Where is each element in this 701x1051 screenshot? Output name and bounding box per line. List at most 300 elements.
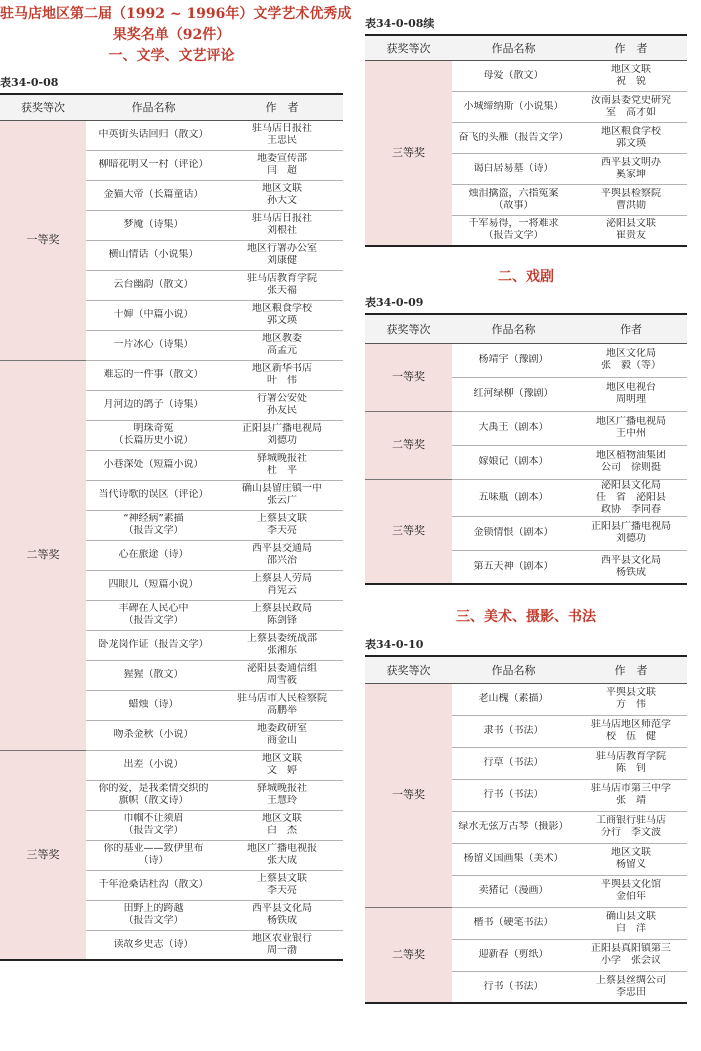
table-label: 表34-0-10 <box>365 638 424 651</box>
work-title-line: 五味瓶（剧本） <box>478 491 549 503</box>
table-row <box>365 683 687 715</box>
author-name: 白 杰 <box>267 825 297 836</box>
author-info <box>221 630 343 660</box>
author-info <box>221 600 343 630</box>
author-name: 王忠民 <box>267 135 297 146</box>
author-org: 驻马店市第三中学 <box>591 783 671 794</box>
author-name: 邵兴治 <box>267 555 297 566</box>
author-name: 孙友民 <box>267 405 297 416</box>
work-title-line: （故事） <box>493 199 534 211</box>
work-title <box>452 843 575 875</box>
work-title <box>452 779 575 811</box>
author-org: 地区文联 <box>262 813 302 824</box>
author-info <box>221 780 343 810</box>
work-title <box>86 360 221 390</box>
author-info <box>221 720 343 750</box>
work-title <box>452 907 575 939</box>
author-name: 白 洋 <box>616 923 646 934</box>
author-org: 地委政研室 <box>257 723 307 734</box>
work-title-line: 丰碑在人民心中 <box>118 603 189 614</box>
work-title-line: 烛泪擒盗，六指冤案 <box>468 187 559 199</box>
work-title-line: 柳暗花明又一村（评论） <box>98 159 209 170</box>
award-level: 三等奖 <box>365 479 452 584</box>
work-title <box>86 540 221 570</box>
author-info <box>221 540 343 570</box>
author-org: 汝南县委党史研究 <box>591 94 671 106</box>
work-title <box>86 870 221 900</box>
author-org: 上蔡县委统战部 <box>247 633 317 644</box>
work-title-line: 金猫大帝（长篇童话） <box>103 189 204 200</box>
work-title-line: 杨靖宇（豫剧） <box>478 354 549 365</box>
author-name: 商金山 <box>267 735 297 746</box>
author-info <box>221 210 343 240</box>
work-title-line: 小城缔纳斯（小说集） <box>463 100 564 112</box>
author-org: 西平县文明办 <box>601 156 661 168</box>
author-name: 公司 徐则挺 <box>601 462 661 473</box>
author-info <box>221 870 343 900</box>
work-title <box>452 60 575 91</box>
author-name: 刘康健 <box>267 255 297 266</box>
author-org: 驻马店地区师范学 <box>591 719 671 730</box>
author-org: 驻马店日报社 <box>252 213 312 224</box>
author-org: 地区教委 <box>262 333 302 344</box>
document-title-line2: 果奖名单（92件） <box>112 27 231 43</box>
work-title <box>86 480 221 510</box>
author-org: 泌阳县文化局 <box>601 479 661 491</box>
work-title-line: （报告文学） <box>123 615 184 626</box>
author-name: 文 婷 <box>267 765 297 776</box>
work-title <box>86 390 221 420</box>
work-title <box>452 122 575 153</box>
author-name: 周一渤 <box>267 944 297 956</box>
work-title <box>452 215 575 246</box>
work-title-line: 明珠奇冤 <box>133 423 174 434</box>
author-org: 地区文联 <box>611 63 651 75</box>
author-org: 地区植物油集团 <box>596 450 666 461</box>
author-name: 曹洪勋 <box>616 199 646 211</box>
work-title <box>86 930 221 960</box>
author-info <box>575 343 687 377</box>
author-org: 地区广播电视局 <box>596 416 666 427</box>
header-author: 作者 <box>575 314 687 343</box>
work-title-line: 行书（书法） <box>483 789 544 800</box>
award-level: 一等奖 <box>0 120 86 360</box>
author-org: 地区广播电视报 <box>247 843 317 854</box>
table-label: 表34-0-08续 <box>365 17 435 30</box>
work-title-line: 小巷深处（短篇小说） <box>103 459 204 470</box>
author-org: 驿城晚报社 <box>257 453 307 464</box>
work-title <box>86 420 221 450</box>
work-title <box>86 810 221 840</box>
award-table-drama <box>365 313 687 585</box>
author-org: 确山县文联 <box>606 911 656 922</box>
author-info <box>575 683 687 715</box>
author-org: 工商银行驻马店 <box>596 815 666 826</box>
author-info <box>575 843 687 875</box>
award-level: 一等奖 <box>365 343 452 411</box>
work-title-line: 谒白居易墓（诗） <box>473 162 554 174</box>
author-name: 张 毅（等） <box>601 360 661 371</box>
author-name: 金伯年 <box>616 891 646 902</box>
work-title <box>86 180 221 210</box>
work-title-line: 红河绿柳（豫剧） <box>473 388 554 399</box>
author-info <box>221 930 343 960</box>
work-title <box>452 377 575 411</box>
author-name: 杨铁成 <box>267 915 297 926</box>
author-info <box>221 180 343 210</box>
author-org: 上蔡县文联 <box>257 873 307 884</box>
author-info <box>575 184 687 215</box>
award-table-art <box>365 655 687 1004</box>
work-title-line: （报告文学） <box>123 525 184 536</box>
author-info <box>221 510 343 540</box>
author-org: 驻马店教育学院 <box>247 273 317 284</box>
author-name: 小学 张会议 <box>601 955 661 966</box>
table-row <box>0 360 343 390</box>
author-info <box>221 300 343 330</box>
work-title <box>86 300 221 330</box>
author-name: 陈剑锋 <box>267 615 297 626</box>
work-title <box>86 600 221 630</box>
work-title <box>452 479 575 516</box>
author-name: 叶 伟 <box>267 375 297 386</box>
right-column <box>365 0 687 1004</box>
author-org: 地区文联 <box>262 183 302 194</box>
author-info <box>575 153 687 184</box>
author-info <box>221 810 343 840</box>
work-title-line: 母爱（散文） <box>483 69 544 81</box>
header-award: 获奖等次 <box>0 94 86 120</box>
work-title-line: （报告文学） <box>123 825 184 836</box>
work-title-line: 四眼儿（短篇小说） <box>108 579 199 590</box>
work-title-line: 老山槐（素描） <box>478 693 549 704</box>
author-name: 张大成 <box>267 855 297 866</box>
author-info <box>221 900 343 930</box>
work-title <box>86 750 221 780</box>
section-heading-literature: 一、文学、文艺评论 <box>108 48 235 64</box>
work-title <box>452 875 575 907</box>
table-row <box>365 479 687 516</box>
header-award: 获奖等次 <box>365 314 452 343</box>
author-name: 张云广 <box>267 495 297 506</box>
work-title-line: 蜡烛（诗） <box>128 699 179 710</box>
author-info <box>575 779 687 811</box>
table-label: 表34-0-08 <box>0 76 59 89</box>
award-table-literature <box>0 93 343 961</box>
work-title-line: 心在旅途（诗） <box>118 549 189 560</box>
author-name: 王慧玲 <box>267 795 297 806</box>
work-title <box>452 971 575 1003</box>
work-title <box>86 630 221 660</box>
work-title-line: “神经病”素描 <box>123 513 184 524</box>
author-name: 崔贵友 <box>616 230 646 242</box>
work-title-line: 千年沧桑话杜沟（散文） <box>98 879 209 890</box>
work-title <box>86 690 221 720</box>
work-title-line: 月河边的鸽子（诗集） <box>103 399 204 410</box>
table-row <box>365 60 687 91</box>
author-org: 地区行署办公室 <box>247 243 317 254</box>
work-title <box>452 411 575 445</box>
author-info <box>575 939 687 971</box>
work-title-line: 吻杀金秋（小说） <box>113 729 194 740</box>
author-name: 刘德功 <box>267 435 297 446</box>
author-name: 李忠田 <box>616 986 646 998</box>
work-title-line: 难忘的一件事（散文） <box>103 369 204 380</box>
header-work: 作品名称 <box>452 35 575 60</box>
work-title-line: 中英街头话回归（散文） <box>98 129 209 140</box>
table-label: 表34-0-09 <box>365 296 424 309</box>
author-name: 高鹏举 <box>267 705 297 716</box>
table-row <box>365 343 687 377</box>
author-info <box>575 811 687 843</box>
award-level: 三等奖 <box>365 60 452 246</box>
work-title-line: 你的基业——致伊里布 <box>103 843 204 854</box>
work-title <box>452 343 575 377</box>
work-title <box>86 780 221 810</box>
table-row <box>0 750 343 780</box>
header-author: 作 者 <box>575 35 687 60</box>
work-title-line: 大禹王（剧本） <box>478 422 549 433</box>
work-title <box>86 840 221 870</box>
header-work: 作品名称 <box>452 656 575 683</box>
document-title-line1: 驻马店地区第二届（1992 ~ 1996年）文学艺术优秀成 <box>0 6 352 22</box>
author-info <box>575 60 687 91</box>
author-name: 孙大文 <box>267 195 297 206</box>
author-info <box>575 91 687 122</box>
table-header-row <box>365 35 687 60</box>
author-name: 闫 超 <box>267 165 297 176</box>
author-name: 祝 锐 <box>616 75 646 87</box>
author-name: 刘德功 <box>616 533 646 544</box>
work-title-line: 一片冰心（诗集） <box>113 339 194 350</box>
section-heading-art: 三、美术、摄影、书法 <box>456 609 596 625</box>
work-title <box>452 153 575 184</box>
table-header-row <box>0 94 343 120</box>
award-level: 一等奖 <box>365 683 452 907</box>
author-info <box>575 971 687 1003</box>
author-info <box>575 445 687 479</box>
author-name: 政协 李同春 <box>601 503 661 515</box>
author-org: 上蔡县人劳局 <box>252 573 312 584</box>
author-info <box>575 875 687 907</box>
work-title <box>86 570 221 600</box>
work-title <box>452 683 575 715</box>
work-title-line: （诗） <box>138 855 169 866</box>
author-org: 正阳县广播电视局 <box>591 521 671 532</box>
author-org: 地区新华书店 <box>252 363 312 374</box>
work-title <box>86 510 221 540</box>
author-org: 泌阳县文联 <box>606 218 656 230</box>
award-level: 三等奖 <box>0 750 86 960</box>
work-title <box>86 240 221 270</box>
author-org: 平舆县文联 <box>606 687 656 698</box>
header-work: 作品名称 <box>86 94 221 120</box>
author-name: 任 省 泌阳县 <box>596 491 666 503</box>
work-title <box>86 330 221 360</box>
author-info <box>575 215 687 246</box>
work-title-line: 十婶（中篇小说） <box>113 309 194 320</box>
author-org: 泌阳县委通信组 <box>247 663 317 674</box>
author-info <box>221 270 343 300</box>
work-title <box>86 120 221 150</box>
work-title-line: 卧龙岗作证（报告文学） <box>98 639 209 650</box>
author-org: 地区农业银行 <box>252 932 312 944</box>
award-level: 二等奖 <box>365 411 452 479</box>
author-name: 奚家坤 <box>616 168 646 180</box>
author-org: 平舆县文化馆 <box>601 879 661 890</box>
author-name: 杨留义 <box>616 859 646 870</box>
work-title-line: 楷书（硬笔书法） <box>473 917 554 928</box>
author-org: 上蔡县文联 <box>257 513 307 524</box>
author-org: 行署公安处 <box>257 393 307 404</box>
author-info <box>575 479 687 516</box>
work-title-line: 云台幽韵（散文） <box>113 279 194 290</box>
author-info <box>221 570 343 600</box>
author-info <box>221 360 343 390</box>
table-row <box>0 120 343 150</box>
work-title-line: 当代诗歌的误区（评论） <box>98 489 209 500</box>
author-info <box>221 750 343 780</box>
author-name: 高孟元 <box>267 345 297 356</box>
author-name: 李天亮 <box>267 525 297 536</box>
work-title-line: 行书（书法） <box>483 980 544 992</box>
author-org: 西平县文化局 <box>252 903 312 914</box>
author-info <box>221 420 343 450</box>
author-name: 校 伍 健 <box>606 731 656 742</box>
work-title-line: 隶书（书法） <box>483 725 544 736</box>
author-info <box>575 411 687 445</box>
author-info <box>221 660 343 690</box>
author-name: 杨铁成 <box>616 566 646 578</box>
author-org: 西平县文化局 <box>601 554 661 566</box>
author-org: 平舆县检察院 <box>601 187 661 199</box>
work-title <box>452 91 575 122</box>
award-table-literature-continued <box>365 34 687 247</box>
work-title-line: 梦魇（诗集） <box>123 219 184 230</box>
work-title-line: 旗帜（散文诗） <box>118 795 189 806</box>
author-org: 地区粮食学校 <box>601 125 661 137</box>
work-title <box>86 150 221 180</box>
work-title <box>86 660 221 690</box>
author-org: 确山县留庄镇一中 <box>242 483 322 494</box>
work-title <box>452 445 575 479</box>
work-title <box>86 210 221 240</box>
work-title-line: 嫁娘记（剧本） <box>478 456 549 467</box>
table-header-row <box>365 656 687 683</box>
author-name: 分行 李文波 <box>601 827 661 838</box>
author-org: 地区文联 <box>611 847 651 858</box>
author-name: 陈 钊 <box>616 763 646 774</box>
work-title-line: 第五天神（剧本） <box>473 560 554 572</box>
author-name: 郭文瑛 <box>616 137 646 149</box>
work-title-line: 金锁情恨（剧本） <box>473 527 554 538</box>
author-name: 室 高才如 <box>606 106 656 118</box>
author-org: 驿城晚报社 <box>257 783 307 794</box>
author-org: 驻马店日报社 <box>252 123 312 134</box>
author-name: 郭文瑛 <box>267 315 297 326</box>
work-title-line: 迎新春（剪纸） <box>478 949 549 960</box>
table-header-row <box>365 314 687 343</box>
author-name: 周明理 <box>616 394 646 405</box>
author-org: 地区文化局 <box>606 348 656 359</box>
work-title-line: 你的爱，是我柔情交织的 <box>98 783 209 794</box>
work-title <box>452 715 575 747</box>
author-info <box>575 377 687 411</box>
work-title-line: 绿水无弦万古琴（摄影） <box>458 821 569 832</box>
table-row <box>365 411 687 445</box>
author-org: 地委宣传部 <box>257 153 307 164</box>
author-info <box>221 240 343 270</box>
work-title-line: 横山情话（小说集） <box>108 249 199 260</box>
work-title <box>86 720 221 750</box>
author-info <box>221 450 343 480</box>
author-name: 周雪筱 <box>267 675 297 686</box>
author-name: 肖宪云 <box>267 585 297 596</box>
author-org: 上蔡县民政局 <box>252 603 312 614</box>
author-name: 张 靖 <box>616 795 646 806</box>
work-title-line: （长篇历史小说） <box>113 435 194 446</box>
work-title-line: （报告文学） <box>123 915 184 926</box>
left-column <box>0 0 352 961</box>
section-heading-drama: 二、戏剧 <box>498 269 554 285</box>
header-work: 作品名称 <box>452 314 575 343</box>
author-info <box>221 150 343 180</box>
author-org: 地区电视台 <box>606 382 656 393</box>
work-title-line: 千军易得，一将难求 <box>468 218 559 230</box>
work-title <box>452 550 575 584</box>
author-name: 王中州 <box>616 428 646 439</box>
work-title <box>86 270 221 300</box>
work-title-line: 田野上的跨越 <box>123 903 184 914</box>
author-org: 驻马店教育学院 <box>596 751 666 762</box>
author-name: 刘根社 <box>267 225 297 236</box>
work-title-line: 行草（书法） <box>483 757 544 768</box>
work-title-line: 猩猩（散文） <box>123 669 184 680</box>
author-info <box>221 390 343 420</box>
header-award: 获奖等次 <box>365 35 452 60</box>
work-title <box>452 939 575 971</box>
work-title-line: 卖猪记（漫画） <box>478 885 549 896</box>
award-level: 二等奖 <box>0 360 86 750</box>
author-info <box>221 330 343 360</box>
author-info <box>221 480 343 510</box>
header-author: 作 者 <box>575 656 687 683</box>
work-title-line: 出差（小说） <box>123 759 184 770</box>
author-name: 李天亮 <box>267 885 297 896</box>
author-name: 张湘东 <box>267 645 297 656</box>
author-info <box>575 550 687 584</box>
author-org: 驻马店市人民检察院 <box>237 693 327 704</box>
author-org: 地区粮食学校 <box>252 303 312 314</box>
author-info <box>221 840 343 870</box>
work-title-line: 杨留义国画集（美术） <box>463 853 564 864</box>
work-title <box>452 811 575 843</box>
author-info <box>221 120 343 150</box>
author-info <box>575 907 687 939</box>
work-title <box>452 747 575 779</box>
work-title <box>86 900 221 930</box>
author-info <box>575 516 687 550</box>
author-info <box>575 122 687 153</box>
work-title-line: 奋飞的头雁（报告文学） <box>458 131 569 143</box>
work-title <box>86 450 221 480</box>
header-author: 作 者 <box>221 94 343 120</box>
author-info <box>221 690 343 720</box>
author-name: 方 伟 <box>616 699 646 710</box>
work-title-line: 巾帼不让须眉 <box>123 813 184 824</box>
author-org: 上蔡县丝绸公司 <box>596 974 666 986</box>
author-org: 西平县交通局 <box>252 543 312 554</box>
